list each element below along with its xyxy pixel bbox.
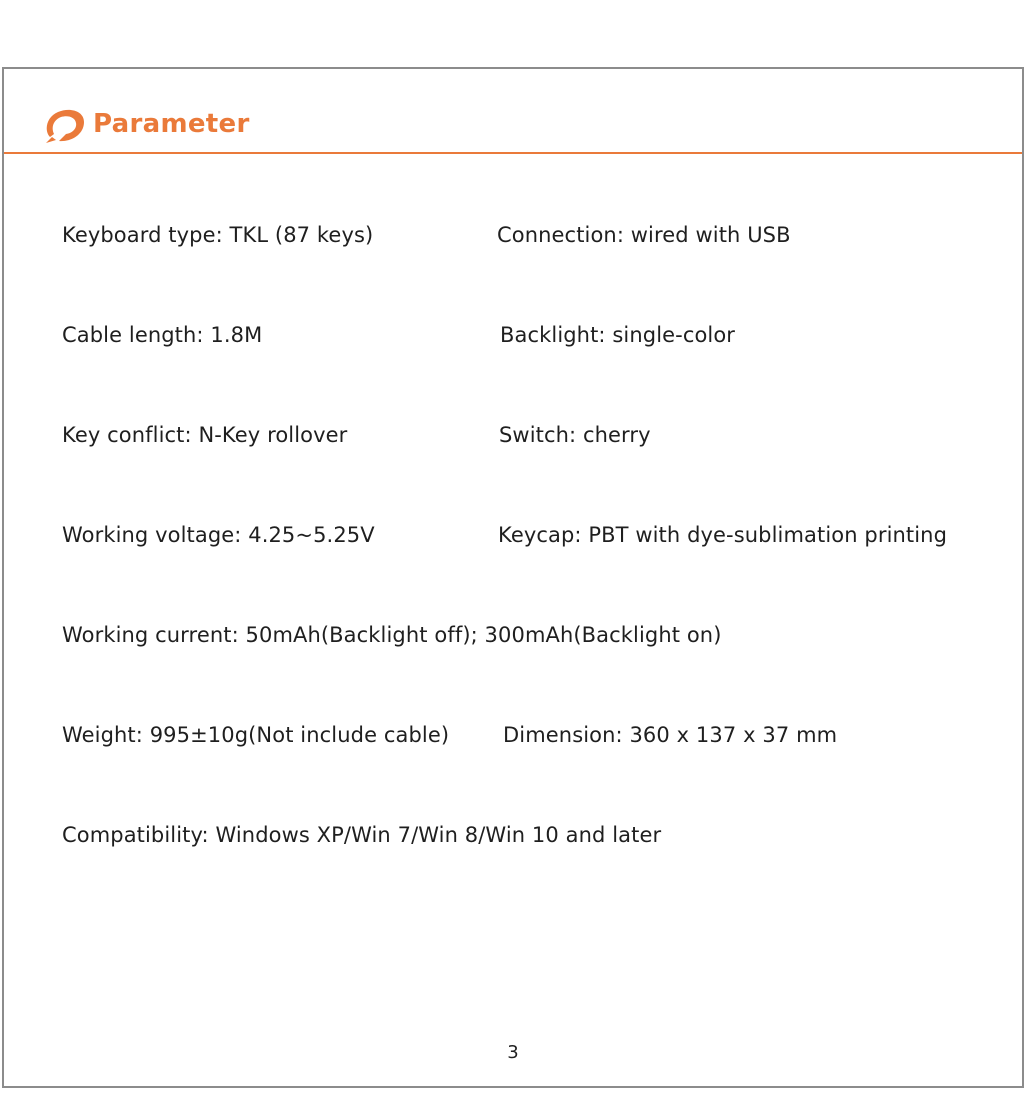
param-working-voltage: Working voltage: 4.25~5.25V (62, 523, 375, 547)
param-compatibility: Compatibility: Windows XP/Win 7/Win 8/Win 10 and later (62, 823, 662, 847)
param-cable-length: Cable length: 1.8M (62, 323, 263, 347)
page-title: Parameter (93, 109, 250, 139)
brand-logo-icon (42, 107, 86, 145)
param-weight: Weight: 995±10g(Not include cable) (62, 723, 450, 747)
param-working-current: Working current: 50mAh(Backlight off); 300mAh(Backlight on) (62, 623, 722, 647)
param-keycap: Keycap: PBT with dye-sublimation printing (498, 523, 948, 547)
param-connection: Connection: wired with USB (497, 223, 791, 247)
param-switch: Switch: cherry (499, 423, 651, 447)
param-backlight: Backlight: single-color (500, 323, 736, 347)
page-number: 3 (507, 1042, 519, 1063)
param-dimension: Dimension: 360 x 137 x 37 mm (503, 723, 838, 747)
param-key-conflict: Key conflict: N-Key rollover (62, 423, 348, 447)
document-page (2, 67, 1024, 1088)
param-keyboard-type: Keyboard type: TKL (87 keys) (62, 223, 374, 247)
section-header (4, 69, 1022, 154)
